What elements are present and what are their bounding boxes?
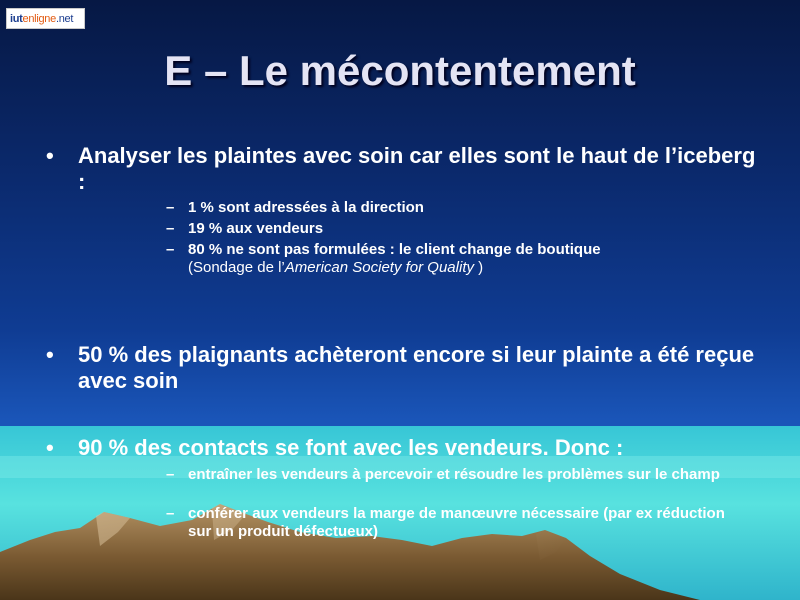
sub-text: 19 % aux vendeurs <box>188 220 324 237</box>
dash-icon: – <box>166 505 175 522</box>
sub-item-1-1 <box>166 199 746 217</box>
slide-title: E – Le mécontentement <box>164 47 636 94</box>
dash-icon: – <box>166 466 175 483</box>
sub-item-3-1 <box>166 466 746 484</box>
sub-text-block <box>188 241 746 277</box>
dash-icon: – <box>166 241 175 258</box>
logo-text-iut: iut <box>10 12 23 25</box>
bullet-text: 50 % des plaignants achèteront encore si leur plainte a été reçue avec soin <box>78 342 755 393</box>
bullet-icon: • <box>46 342 54 367</box>
dash-icon: – <box>166 220 175 237</box>
iutenligne-logo <box>6 8 85 29</box>
sub-text: entraîner les vendeurs à percevoir et résoudre les problèmes sur le champ <box>188 466 720 483</box>
sub-item-1-2 <box>166 220 746 238</box>
bullet-icon: • <box>46 143 54 168</box>
source-suffix: ) <box>474 259 484 276</box>
bullet-item-3 <box>46 435 766 461</box>
dash-icon: – <box>166 199 175 216</box>
bullet-text: 90 % des contacts se font avec les vendeurs. Donc : <box>78 435 624 460</box>
source-prefix: (Sondage de l’ <box>188 259 285 276</box>
bullet-icon: • <box>46 435 54 460</box>
survey-source <box>188 259 746 277</box>
sub-text: 1 % sont adressées à la direction <box>188 199 424 216</box>
bullet-item-1 <box>46 143 766 195</box>
logo-text-net: .net <box>55 12 74 25</box>
sub-text: conférer aux vendeurs la marge de manœuvre nécessaire (par ex réduction sur un produit défectueux) <box>188 505 725 540</box>
sub-text: 80 % ne sont pas formulées : le client change de boutique <box>188 241 601 258</box>
bullet-item-2 <box>46 342 766 394</box>
logo-text-enligne: enligne <box>22 12 56 25</box>
source-organisation: American Society for Quality <box>284 259 474 276</box>
bullet-text: Analyser les plaintes avec soin car elles sont le haut de l’iceberg : <box>78 143 756 194</box>
sub-item-3-2 <box>166 505 746 541</box>
sub-item-1-3 <box>166 241 746 277</box>
